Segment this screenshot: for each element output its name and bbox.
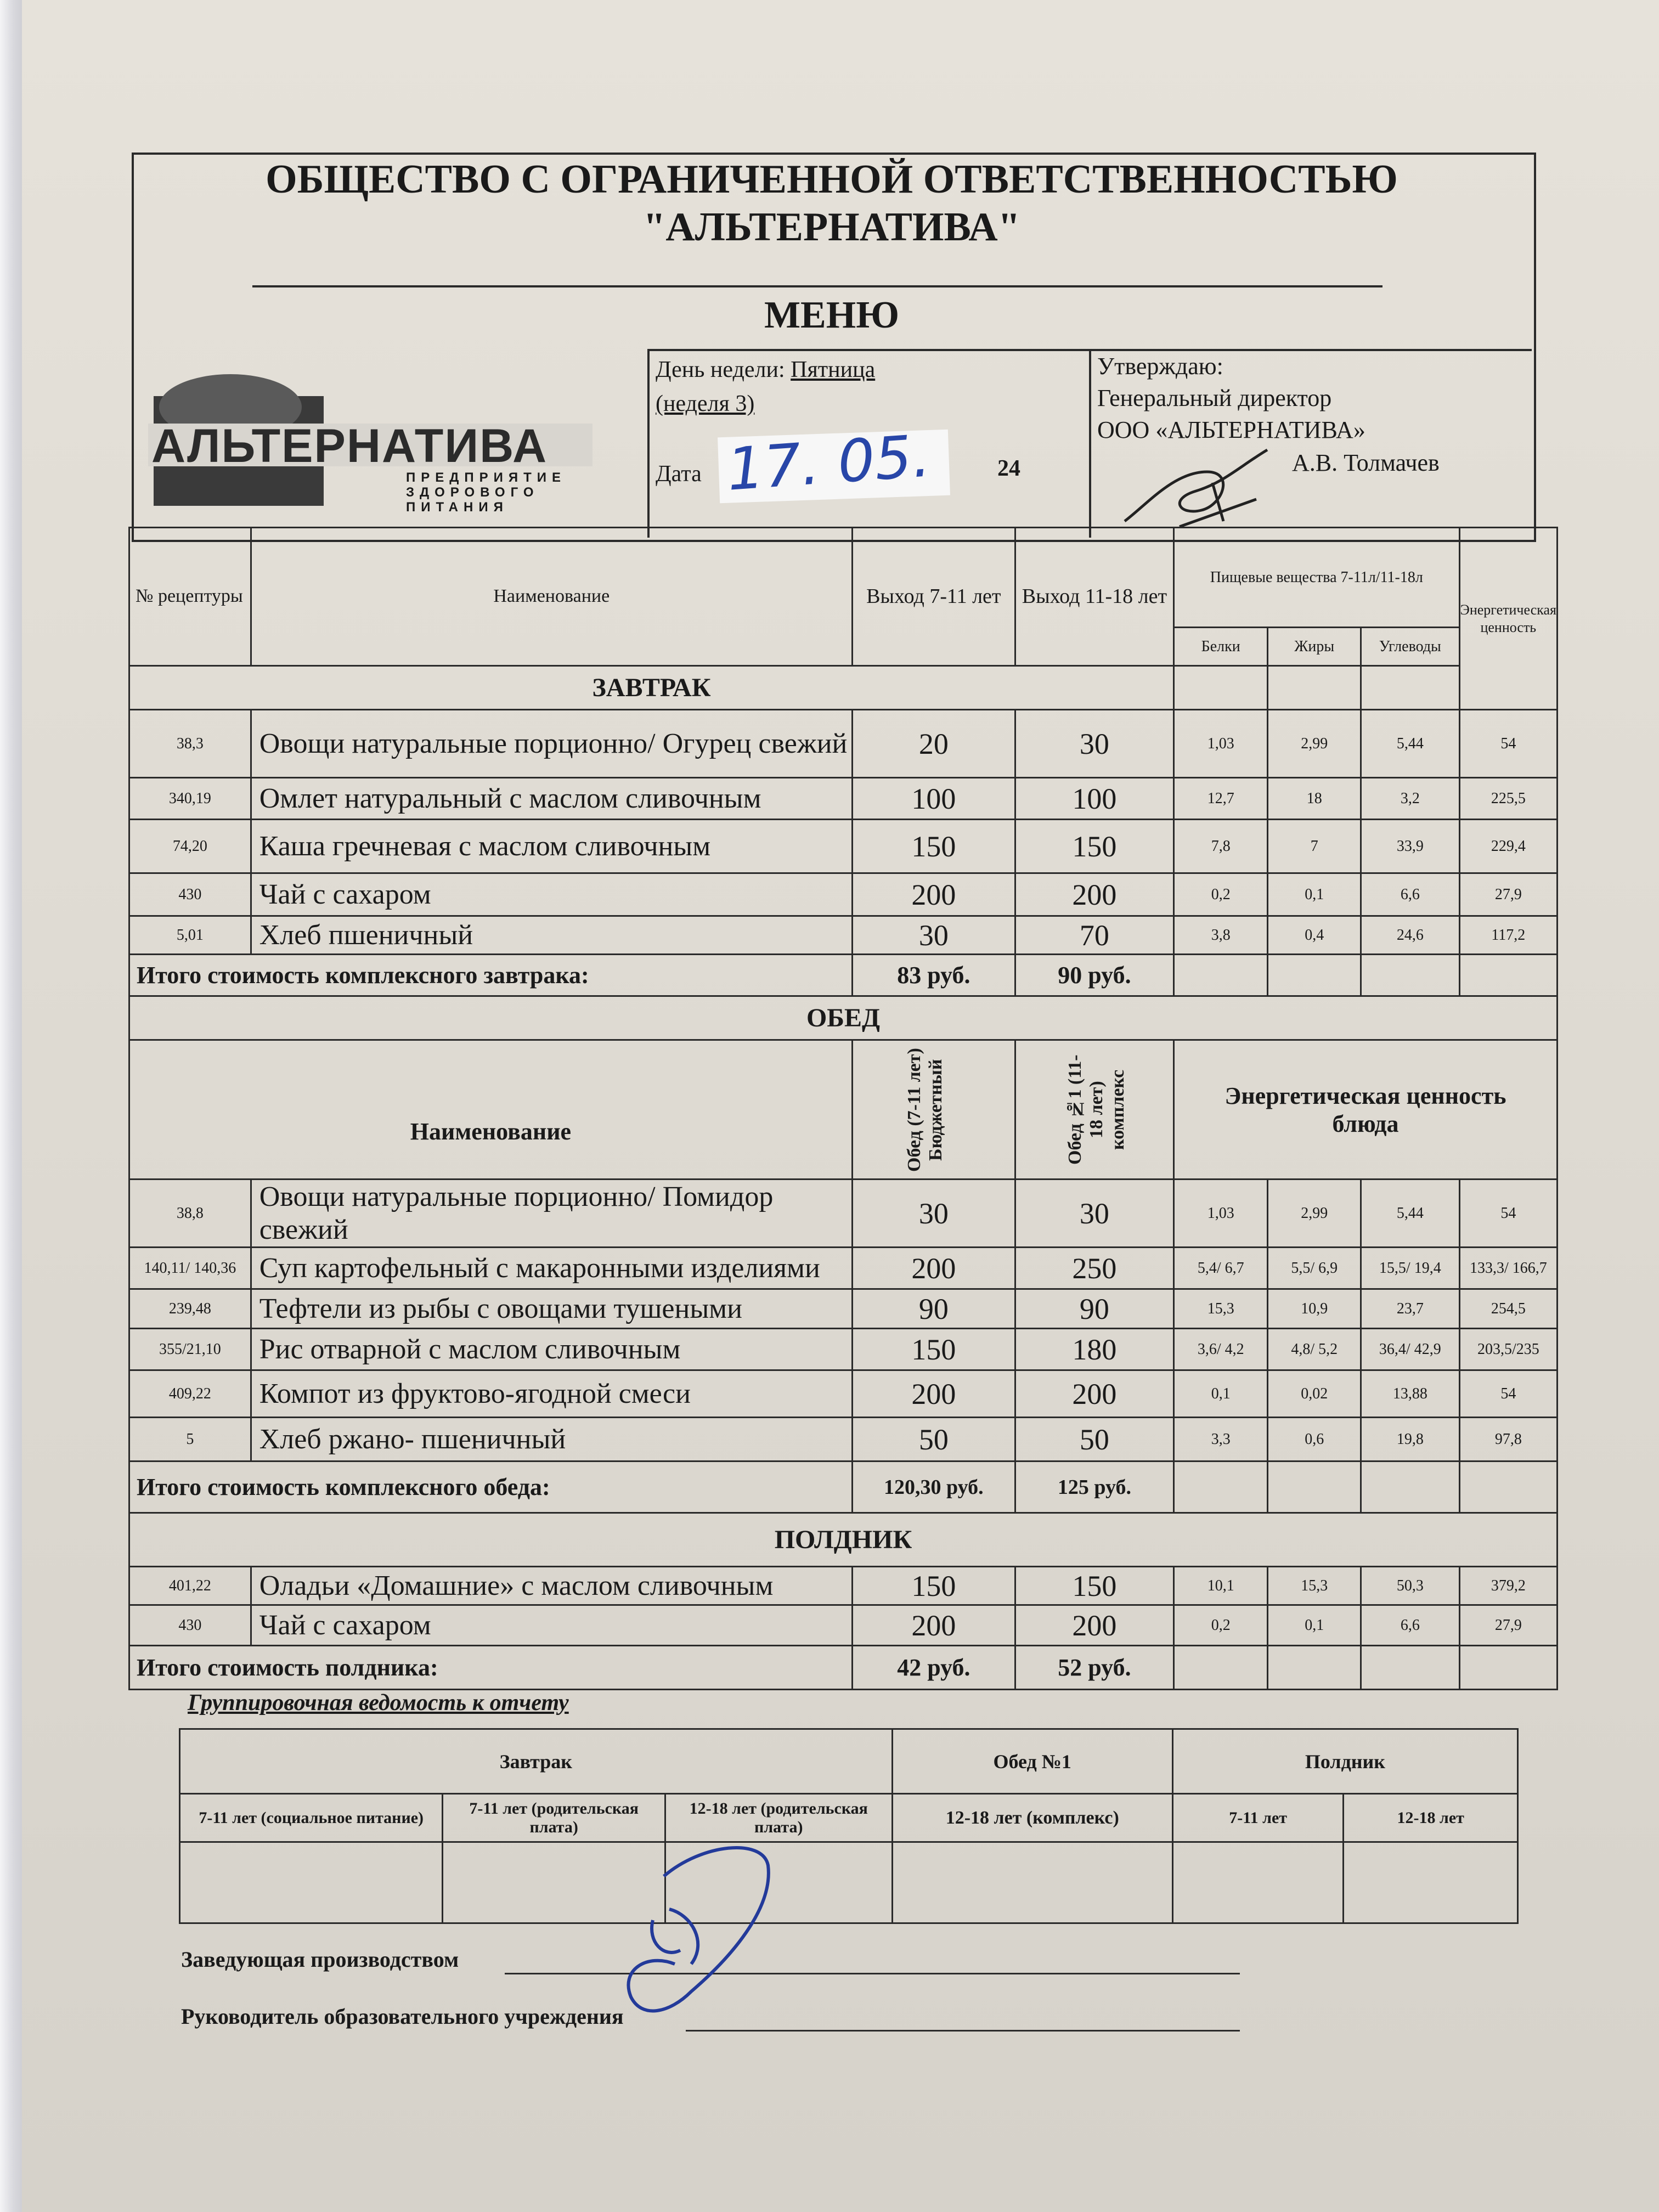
col-protein: Белки (1173, 628, 1268, 666)
fat: 0,1 (1268, 873, 1361, 916)
recipe-code: 430 (129, 1605, 251, 1646)
output-7-11: 150 (852, 820, 1015, 873)
empty-cell (1459, 955, 1557, 996)
empty-cell (1361, 955, 1459, 996)
dish-name: Суп картофельный с макаронными изделиями (251, 1248, 852, 1289)
carbs: 50,3 (1361, 1567, 1459, 1605)
protein: 12,7 (1173, 778, 1268, 820)
fat: 0,02 (1268, 1370, 1361, 1418)
energy: 27,9 (1459, 1605, 1557, 1646)
empty-cell (1268, 955, 1361, 996)
recipe-code: 409,22 (129, 1370, 251, 1418)
output-11-18: 200 (1015, 1605, 1173, 1646)
lunch-total-7-11: 120,30 руб. (852, 1462, 1015, 1513)
dish-name: Чай с сахаром (251, 1605, 852, 1646)
energy: 254,5 (1459, 1289, 1557, 1329)
protein: 0,2 (1173, 1605, 1268, 1646)
carbs: 5,44 (1361, 1180, 1459, 1248)
carbs: 36,4/ 42,9 (1361, 1329, 1459, 1370)
signature-director-label: Руководитель образовательного учреждения (181, 2004, 624, 2029)
lunch-col-energy: Энергетическая ценность блюда (1173, 1040, 1557, 1180)
lunch-total-label: Итого стоимость комплексного обеда: (129, 1462, 853, 1513)
energy: 133,3/ 166,7 (1459, 1248, 1557, 1289)
carbs: 24,6 (1361, 916, 1459, 955)
empty-cell (1268, 666, 1361, 710)
recipe-code: 140,11/ 140,36 (129, 1248, 251, 1289)
recipe-code: 38,3 (129, 710, 251, 778)
breakfast-total-row (129, 955, 1558, 996)
dish-name: Овощи натуральные порционно/ Огурец свежий (251, 710, 852, 778)
empty-cell (1173, 666, 1268, 710)
org-title: ОБЩЕСТВО С ОГРАНИЧЕННОЙ ОТВЕТСТВЕННОСТЬЮ (266, 157, 1398, 202)
approve-line-2: Генеральный директор (1097, 385, 1332, 411)
dish-name: Хлеб пшеничный (251, 916, 852, 955)
day-of-week (656, 357, 875, 383)
year-suffix: 24 (997, 456, 1020, 481)
recipe-code: 430 (129, 873, 251, 916)
carbs: 15,5/ 19,4 (1361, 1248, 1459, 1289)
output-7-11: 150 (852, 1329, 1015, 1370)
output-11-18: 70 (1015, 916, 1173, 955)
carbs: 6,6 (1361, 1605, 1459, 1646)
output-7-11: 100 (852, 778, 1015, 820)
lunch-col-complex: Обед №1 (11-18 лет) комплекс (1064, 1054, 1128, 1165)
protein: 0,2 (1173, 873, 1268, 916)
empty-cell (1268, 1646, 1361, 1690)
col-carbs: Углеводы (1361, 628, 1459, 666)
energy: 229,4 (1459, 820, 1557, 873)
energy: 97,8 (1459, 1418, 1557, 1462)
carbs: 6,6 (1361, 873, 1459, 916)
protein: 3,6/ 4,2 (1173, 1329, 1268, 1370)
dish-name: Рис отварной с маслом сливочным (251, 1329, 852, 1370)
lunch-total-11-18: 125 руб. (1015, 1462, 1173, 1513)
dish-name: Тефтели из рыбы с овощами тушеными (251, 1289, 852, 1329)
empty-cell (1268, 1462, 1361, 1513)
col-output-7-11: Выход 7-11 лет (852, 528, 1015, 666)
table-row (129, 1418, 1558, 1462)
logo-sub-3: ПИТАНИЯ (406, 500, 509, 515)
output-7-11: 150 (852, 1567, 1015, 1605)
grouping-sub-3: 12-18 лет (родительская плата) (665, 1794, 892, 1842)
empty-cell (1361, 666, 1459, 710)
energy: 27,9 (1459, 873, 1557, 916)
output-11-18: 250 (1015, 1248, 1173, 1289)
grouping-table (179, 1728, 1519, 1924)
carbs: 5,44 (1361, 710, 1459, 778)
dish-name: Чай с сахаром (251, 873, 852, 916)
protein: 1,03 (1173, 1180, 1268, 1248)
binder-edge (0, 0, 22, 2212)
logo-sub-2: ЗДОРОВОГО (406, 485, 539, 500)
empty-cell (1173, 1646, 1268, 1690)
output-7-11: 30 (852, 916, 1015, 955)
section-breakfast: ЗАВТРАК (129, 666, 1174, 710)
protein: 7,8 (1173, 820, 1268, 873)
day-value: Пятница (791, 357, 876, 382)
dish-name: Каша гречневая с маслом сливочным (251, 820, 852, 873)
fat: 0,1 (1268, 1605, 1361, 1646)
output-11-18: 100 (1015, 778, 1173, 820)
energy: 225,5 (1459, 778, 1557, 820)
table-row (129, 873, 1558, 916)
grouping-value-cell (180, 1842, 443, 1923)
section-snack: ПОЛДНИК (129, 1513, 1558, 1567)
menu-title: МЕНЮ (764, 294, 900, 336)
header-rule (252, 285, 1383, 287)
fat: 5,5/ 6,9 (1268, 1248, 1361, 1289)
protein: 3,3 (1173, 1418, 1268, 1462)
protein: 15,3 (1173, 1289, 1268, 1329)
grouping-value-cell (892, 1842, 1172, 1923)
handwritten-date: 17. 05. (725, 422, 933, 504)
output-7-11: 30 (852, 1180, 1015, 1248)
grouping-value-cell (1172, 1842, 1344, 1923)
approve-line-1: Утверждаю: (1097, 353, 1223, 380)
empty-cell (1361, 1646, 1459, 1690)
table-row (129, 1329, 1558, 1370)
dish-name: Оладьи «Домашние» с маслом сливочным (251, 1567, 852, 1605)
carbs: 23,7 (1361, 1289, 1459, 1329)
carbs: 13,88 (1361, 1370, 1459, 1418)
energy: 203,5/235 (1459, 1329, 1557, 1370)
fat: 4,8/ 5,2 (1268, 1329, 1361, 1370)
protein: 5,4/ 6,7 (1173, 1248, 1268, 1289)
energy: 379,2 (1459, 1567, 1557, 1605)
output-11-18: 200 (1015, 873, 1173, 916)
grouping-sub-1: 7-11 лет (социальное питание) (180, 1794, 443, 1842)
menu-table (128, 527, 1558, 1690)
output-11-18: 30 (1015, 710, 1173, 778)
day-label: День недели: (656, 357, 785, 382)
table-row (129, 1289, 1558, 1329)
dish-name: Компот из фруктово-ягодной смеси (251, 1370, 852, 1418)
recipe-code: 340,19 (129, 778, 251, 820)
week-number: (неделя 3) (656, 391, 755, 416)
carbs: 3,2 (1361, 778, 1459, 820)
table-row (129, 1605, 1558, 1646)
empty-cell (1361, 1462, 1459, 1513)
grouping-snack: Полдник (1172, 1729, 1517, 1794)
output-7-11: 90 (852, 1289, 1015, 1329)
empty-cell (1459, 1646, 1557, 1690)
snack-total-label: Итого стоимость полдника: (129, 1646, 853, 1690)
grouping-sub-4: 12-18 лет (комплекс) (892, 1794, 1172, 1842)
fat: 0,4 (1268, 916, 1361, 955)
grouping-breakfast: Завтрак (180, 1729, 893, 1794)
table-row (129, 1567, 1558, 1605)
recipe-code: 5 (129, 1418, 251, 1462)
protein: 1,03 (1173, 710, 1268, 778)
output-11-18: 150 (1015, 1567, 1173, 1605)
output-11-18: 200 (1015, 1370, 1173, 1418)
lunch-col-name: Наименование (129, 1040, 853, 1180)
table-row (129, 1180, 1558, 1248)
fat: 0,6 (1268, 1418, 1361, 1462)
logo-sub-1: ПРЕДПРИЯТИЕ (406, 470, 567, 485)
energy: 54 (1459, 1180, 1557, 1248)
col-fat: Жиры (1268, 628, 1361, 666)
breakfast-total-7-11: 83 руб. (852, 955, 1015, 996)
logo-text: АЛЬТЕРНАТИВА (151, 420, 548, 472)
table-row (129, 778, 1558, 820)
fat: 2,99 (1268, 1180, 1361, 1248)
col-name: Наименование (251, 528, 852, 666)
carbs: 33,9 (1361, 820, 1459, 873)
snack-total-11-18: 52 руб. (1015, 1646, 1173, 1690)
empty-cell (1173, 1462, 1268, 1513)
grouping-sub-6: 12-18 лет (1344, 1794, 1518, 1842)
table-row (129, 916, 1558, 955)
protein: 0,1 (1173, 1370, 1268, 1418)
output-11-18: 30 (1015, 1180, 1173, 1248)
carbs: 19,8 (1361, 1418, 1459, 1462)
fat: 18 (1268, 778, 1361, 820)
grouping-sub-2: 7-11 лет (родительская плата) (443, 1794, 665, 1842)
col-recipe-number: № рецептуры (129, 528, 251, 666)
output-11-18: 90 (1015, 1289, 1173, 1329)
output-7-11: 200 (852, 873, 1015, 916)
dish-name: Хлеб ржано- пшеничный (251, 1418, 852, 1462)
grouping-sub-5: 7-11 лет (1172, 1794, 1344, 1842)
director-signature-icon (1114, 439, 1289, 538)
fat: 15,3 (1268, 1567, 1361, 1605)
recipe-code: 355/21,10 (129, 1329, 251, 1370)
grouping-value-cell (1344, 1842, 1518, 1923)
protein: 10,1 (1173, 1567, 1268, 1605)
section-lunch: ОБЕД (129, 996, 1558, 1040)
col-output-11-18: Выход 11-18 лет (1015, 528, 1173, 666)
output-7-11: 200 (852, 1248, 1015, 1289)
col-nutrients: Пищевые вещества 7-11л/11-18л (1173, 528, 1459, 628)
header-vline-1 (647, 349, 650, 538)
date-label: Дата (656, 461, 702, 487)
snack-total-7-11: 42 руб. (852, 1646, 1015, 1690)
recipe-code: 38,8 (129, 1180, 251, 1248)
output-11-18: 50 (1015, 1418, 1173, 1462)
table-row (129, 1248, 1558, 1289)
signature-production-label: Заведующая производством (181, 1947, 459, 1972)
energy: 117,2 (1459, 916, 1557, 955)
lunch-total-row (129, 1462, 1558, 1513)
dish-name: Овощи натуральные порционно/ Помидор свежий (251, 1180, 852, 1248)
approve-line-4: А.В. Толмачев (1292, 449, 1440, 476)
handwritten-signature-icon (582, 1832, 790, 2041)
output-7-11: 20 (852, 710, 1015, 778)
grouping-title: Группировочная ведомость к отчету (188, 1690, 569, 1716)
empty-cell (1173, 955, 1268, 996)
output-7-11: 200 (852, 1370, 1015, 1418)
fat: 10,9 (1268, 1289, 1361, 1329)
lunch-col-budget: Обед (7-11 лет) Бюджетный (904, 1047, 946, 1172)
recipe-code: 239,48 (129, 1289, 251, 1329)
output-7-11: 50 (852, 1418, 1015, 1462)
breakfast-total-11-18: 90 руб. (1015, 955, 1173, 996)
fat: 7 (1268, 820, 1361, 873)
recipe-code: 401,22 (129, 1567, 251, 1605)
output-11-18: 150 (1015, 820, 1173, 873)
snack-total-row (129, 1646, 1558, 1690)
output-7-11: 200 (852, 1605, 1015, 1646)
approve-line-3: ООО «АЛЬТЕРНАТИВА» (1097, 416, 1365, 443)
table-row (129, 710, 1558, 778)
energy: 54 (1459, 1370, 1557, 1418)
recipe-code: 74,20 (129, 820, 251, 873)
output-11-18: 180 (1015, 1329, 1173, 1370)
dish-name: Омлет натуральный с маслом сливочным (251, 778, 852, 820)
table-row (129, 820, 1558, 873)
table-row (129, 1370, 1558, 1418)
breakfast-total-label: Итого стоимость комплексного завтрака: (129, 955, 853, 996)
company-logo (148, 369, 598, 515)
empty-cell (1459, 1462, 1557, 1513)
energy: 54 (1459, 710, 1557, 778)
col-energy: Энергетическая ценность (1459, 528, 1557, 710)
grouping-lunch: Обед №1 (892, 1729, 1172, 1794)
org-name: "АЛЬТЕРНАТИВА" (643, 205, 1020, 250)
protein: 3,8 (1173, 916, 1268, 955)
fat: 2,99 (1268, 710, 1361, 778)
recipe-code: 5,01 (129, 916, 251, 955)
header-vline-2 (1089, 349, 1091, 538)
